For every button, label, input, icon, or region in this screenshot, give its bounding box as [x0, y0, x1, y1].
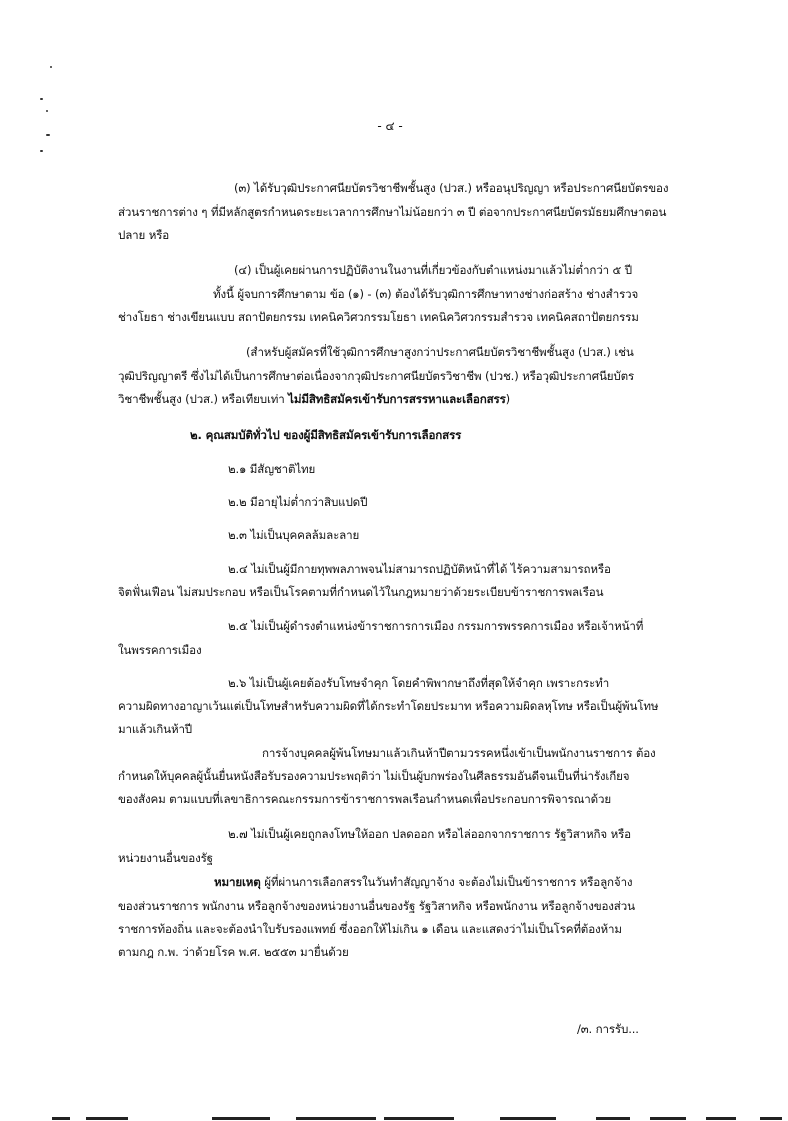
- higher-edu-close: ): [505, 392, 511, 406]
- qualification-2-7-text-1: ๒.๗ ไม่เป็นผู้เคยถูกลงโทษให้ออก ปลดออก หรือไล่ออกจากราชการ รัฐวิสาหกิจ หรือ: [228, 827, 631, 841]
- qualification-2-6-text-2: ความผิดทางอาญาเว้นแต่เป็นโทษสำหรับความผิดที่ได้กระทำโดยประมาท หรือความผิดลหุโทษ หรือเป็นผู้พ้นโทษ: [118, 699, 659, 713]
- higher-edu-line3: [118, 391, 510, 407]
- item3-text-3: ปลาย หรือ: [118, 228, 170, 242]
- scan-edge-artifact: [212, 1117, 270, 1120]
- qualification-2-4-line2: [118, 584, 603, 600]
- scan-speck: [46, 110, 48, 112]
- remark-text-1: ผู้ที่ผ่านการเลือกสรรในวันทำสัญญาจ้าง จะต้องไม่เป็นข้าราชการ หรือลูกจ้าง: [260, 875, 633, 889]
- hire-note-text-1: การจ้างบุคคลผู้พ้นโทษมาแล้วเกินห้าปีตามวรรคหนึ่งเข้าเป็นพนักงานราชการ ต้อง: [262, 746, 656, 760]
- scan-edge-artifact: [52, 1117, 70, 1120]
- qualification-2-3: [228, 527, 359, 543]
- qualification-2-4-text-1: ๒.๔ ไม่เป็นผู้มีกายทุพพลภาพจนไม่สามารถปฏิบัติหน้าที่ได้ ไร้ความสามารถหรือ: [228, 562, 611, 576]
- scope-note-text-1: ทั้งนี้ ผู้จบการศึกษาตาม ข้อ (๑) - (๓) ต้องได้รับวุฒิการศึกษาทางช่างก่อสร้าง ช่างสำรวจ: [213, 287, 639, 301]
- qualification-2-5-text-2: ในพรรคการเมือง: [118, 643, 202, 657]
- qualification-2-2-text: ๒.๒ มีอายุไม่ต่ำกว่าสิบแปดปี: [228, 495, 368, 509]
- item3-line1: [234, 180, 668, 196]
- qualification-2-5-line1: [228, 618, 643, 634]
- qualification-2-7-text-2: หน่วยงานอื่นของรัฐ: [118, 851, 213, 865]
- qualification-2-6-text-3: มาแล้วเกินห้าปี: [118, 722, 193, 736]
- item4-line1: [234, 262, 632, 278]
- scan-edge-artifact: [296, 1117, 376, 1120]
- qualification-2-2: [228, 494, 367, 510]
- higher-edu-text-1: (สำหรับผู้สมัครที่ใช้วุฒิการศึกษาสูงกว่าประกาศนียบัตรวิชาชีพชั้นสูง (ปวส.) เช่น: [246, 345, 634, 359]
- qualification-2-7-line1: [228, 826, 631, 842]
- qualification-2-5-text-1: ๒.๕ ไม่เป็นผู้ดำรงตำแหน่งข้าราชการการเมือง กรรมการพรรคการเมือง หรือเจ้าหน้าที่: [228, 619, 644, 633]
- remark-line2: [118, 898, 635, 914]
- qualification-2-7-line2: [118, 850, 213, 866]
- qualification-2-4-text-2: จิตฟั่นเฟือน ไม่สมประกอบ หรือเป็นโรคตามที่กำหนดไว้ในกฎหมายว่าด้วยระเบียบข้าราชการพลเรือน: [118, 585, 604, 599]
- continuation-text: /๓. การรับ...: [577, 1022, 639, 1036]
- scan-edge-artifact: [86, 1117, 128, 1120]
- remark-text-3: ราชการท้องถิ่น และจะต้องนำใบรับรองแพทย์ ซึ่งออกให้ไม่เกิน ๑ เดือน และแสดงว่าไม่เป็นโรคที่ต้องห้าม: [118, 922, 622, 936]
- qualification-2-6-line2: [118, 698, 658, 714]
- hire-note-line1: [262, 745, 656, 761]
- continuation-marker: [577, 1021, 639, 1037]
- no-eligibility-notice: ไม่มีสิทธิสมัครเข้ารับการสรรหาและเลือกสรร: [288, 392, 506, 406]
- remark-text-4: ตามกฎ ก.พ. ว่าด้วยโรค พ.ศ. ๒๕๕๓ มายื่นด้วย: [118, 945, 349, 959]
- qualification-2-5-line2: [118, 642, 201, 658]
- item4-text-1: (๔) เป็นผู้เคยผ่านการปฏิบัติงานในงานที่เกี่ยวข้องกับตำแหน่งมาแล้วไม่ต่ำกว่า ๕ ปี: [234, 263, 632, 277]
- scope-note-line2: [118, 309, 639, 325]
- qualification-2-4-line1: [228, 561, 611, 577]
- scope-note-line1: [213, 286, 638, 302]
- scan-speck: [40, 150, 43, 152]
- item3-line2: [118, 204, 666, 220]
- remark-label: หมายเหตุ: [214, 875, 261, 889]
- scan-speck: [50, 66, 52, 68]
- section2-heading: [190, 427, 461, 443]
- scan-edge-artifact: [596, 1117, 630, 1120]
- scan-speck: [40, 98, 43, 100]
- scan-edge-artifact: [706, 1117, 736, 1120]
- hire-note-text-2: กำหนดให้บุคคลผู้นั้นยื่นหนังสือรับรองความประพฤติว่า ไม่เป็นผู้บกพร่องในศีลธรรมอันดีจนเป็นที่น่ารังเกียจ: [118, 769, 630, 783]
- remark-line1: [214, 874, 632, 890]
- qualification-2-3-text: ๒.๓ ไม่เป็นบุคคลล้มละลาย: [228, 528, 360, 542]
- scan-edge-artifact: [500, 1117, 556, 1120]
- qualification-2-6-line3: [118, 721, 192, 737]
- qualification-2-6-text-1: ๒.๖ ไม่เป็นผู้เคยต้องรับโทษจำคุก โดยคำพิพากษาถึงที่สุดให้จำคุก เพราะกระทำ: [228, 676, 610, 690]
- scope-note-text-2: ช่างโยธา ช่างเขียนแบบ สถาปัตยกรรม เทคนิควิศวกรรมโยธา เทคนิควิศวกรรมสำรวจ เทคนิคสถาปัตยกรรม: [118, 310, 639, 324]
- higher-edu-text-3: วิชาชีพชั้นสูง (ปวส.) หรือเทียบเท่า: [118, 392, 289, 406]
- page-number: - ๔ -: [377, 119, 403, 133]
- hire-note-line2: [118, 768, 629, 784]
- hire-note-text-3: ของสังคม ตามแบบที่เลขาธิการคณะกรรมการข้าราชการพลเรือนกำหนดเพื่อประกอบการพิจารณาด้วย: [118, 792, 612, 806]
- scan-edge-artifact: [650, 1117, 686, 1120]
- remark-line4: [118, 944, 349, 960]
- higher-edu-text-2: วุฒิปริญญาตรี ซึ่งไม่ได้เป็นการศึกษาต่อเนื่องจากวุฒิประกาศนียบัตรวิชาชีพ (ปวช.) หรือวุฒิประกาศนียบัตร: [118, 369, 635, 383]
- item3-text-2: ส่วนราชการต่าง ๆ ที่มีหลักสูตรกำหนดระยะเวลาการศึกษาไม่น้อยกว่า ๓ ปี ต่อจากประกาศนียบัตรมัธยมศึกษาตอน: [118, 205, 667, 219]
- qualification-2-1-text: ๒.๑ มีสัญชาติไทย: [228, 462, 316, 476]
- item3-text-1: (๓) ได้รับวุฒิประกาศนียบัตรวิชาชีพชั้นสูง (ปวส.) หรืออนุปริญญา หรือประกาศนียบัตรของ: [234, 181, 669, 195]
- section2-heading-text: ๒. คุณสมบัติทั่วไป ของผู้มีสิทธิสมัครเข้ารับการเลือกสรร: [190, 428, 462, 442]
- item3-line3: [118, 227, 169, 243]
- qualification-2-1: [228, 461, 315, 477]
- hire-note-line3: [118, 791, 611, 807]
- qualification-2-6-line1: [228, 675, 609, 691]
- remark-line3: [118, 921, 622, 937]
- higher-edu-line2: [118, 368, 634, 384]
- remark-text-2: ของส่วนราชการ พนักงาน หรือลูกจ้างของหน่วยงานอื่นของรัฐ รัฐวิสาหกิจ หรือพนักงาน หรือลูกจ้างของส่วน: [118, 899, 635, 913]
- higher-edu-line1: [246, 344, 634, 360]
- scan-edge-artifact: [384, 1117, 454, 1120]
- scan-speck: [46, 134, 50, 136]
- scan-edge-artifact: [760, 1117, 782, 1120]
